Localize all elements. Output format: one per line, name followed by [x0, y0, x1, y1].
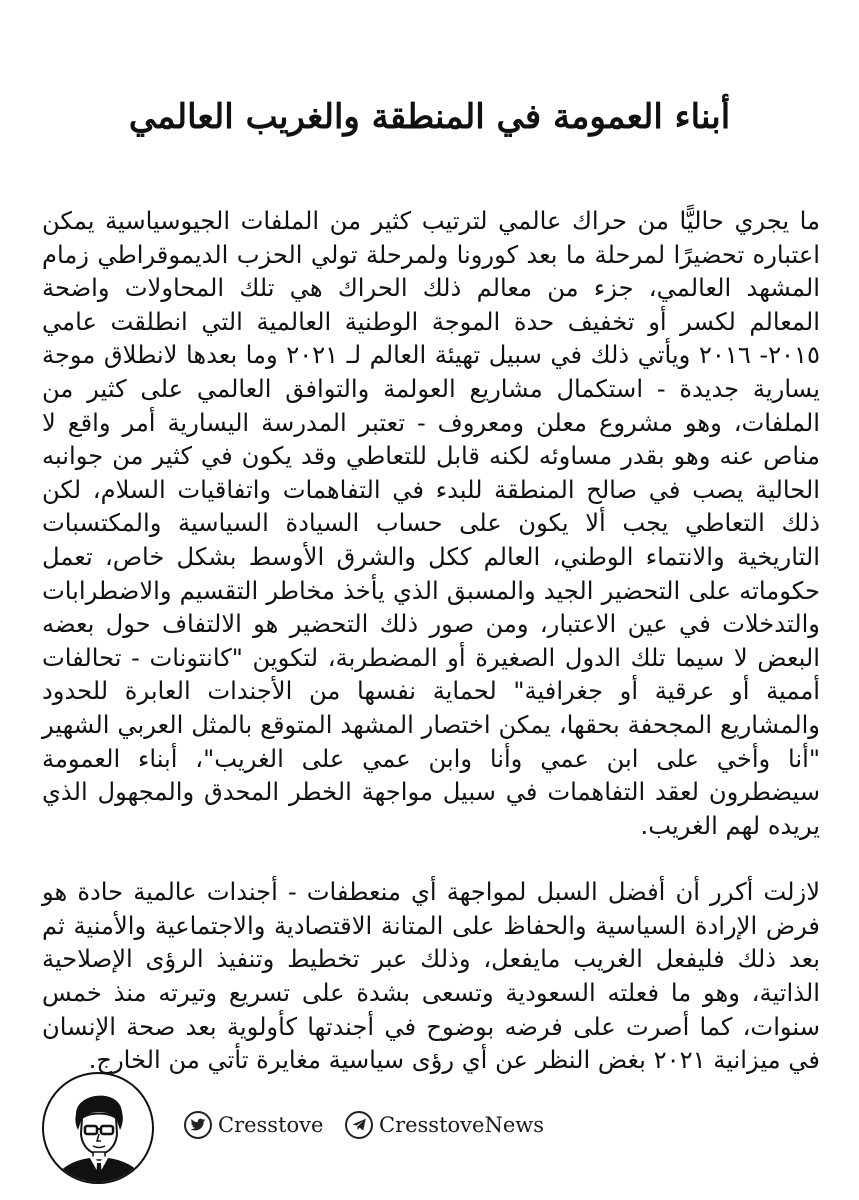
telegram-link[interactable]: [345, 1111, 544, 1139]
telegram-plane-icon: [345, 1111, 373, 1139]
twitter-handle: Cresstove: [218, 1113, 324, 1137]
article-paragraph: ما يجري حاليًّا من حراك عالمي لترتيب كثير من الملفات الجيوسياسية يمكن اعتباره تحضيرًا لمرحلة ما بعد كورونا ولمرحلة تولي الحزب الديموقراطي زمام المشهد العالمي، جزء من معالم ذلك الحراك هي تلك المحاولات واضحة المعالم لكسر أو تخفيف حدة الموجة الوطنية العالمية التي انطلقت عامي ٢٠١٥- ٢٠١٦ ويأتي ذلك في سبيل تهيئة العالم لـ ٢٠٢١ وما بعدها لانطلاق موجة يسارية جديدة - استكمال مشاريع العولمة والتوافق العالمي على كثير من الملفات، وهو مشروع معلن ومعروف - تعتبر المدرسة اليسارية أمر واقع لا مناص عنه وهو بقدر مساوئه لكنه قابل للتعاطي وقد يكون في كثير من جوانبه الحالية يصب في صالح المنطقة للبدء في التفاهمات واتفاقيات السلام، لكن ذلك التعاطي يجب ألا يكون على حساب السيادة السياسية والمكتسبات التاريخية والانتماء الوطني، العالم ككل والشرق الأوسط بشكل خاص، تعمل حكوماته على التحضير الجيد والمسبق الذي يأخذ مخاطر التقسيم والاضطرابات والتدخلات في عين الاعتبار، ومن صور ذلك التحضير هو الالتفاف حول بعضه البعض لا سيما تلك الدول الصغيرة أو المضطربة، لتكوين "كانتونات - تحالفات أممية أو عرقية أو جغرافية" لحماية نفسها من الأجندات العابرة للحدود والمشاريع المجحفة بحقها، يمكن اختصار المشهد المتوقع بالمثل العربي الشهير "أنا وأخي على ابن عمي وأنا وابن عمي على الغريب"، أبناء العمومة سيضطرون لعقد التفاهمات في سبيل مواجهة الخطر المحدق والمجهول الذي يريده لهم الغريب.: [42, 207, 821, 840]
article-title: أبناء العمومة في المنطقة والغريب العالمي: [128, 97, 731, 137]
twitter-link[interactable]: [184, 1111, 323, 1139]
telegram-handle: CresstoveNews: [379, 1113, 545, 1137]
twitter-bird-icon: [184, 1111, 212, 1139]
article-body: [42, 205, 820, 1078]
author-portrait-icon: [42, 1072, 154, 1184]
footer: [42, 1072, 820, 1182]
article-paragraph: لازلت أكرر أن أفضل السبل لمواجهة أي منعطفات - أجندات عالمية حادة هو فرض الإرادة السياسية والحفاظ على المتانة الاقتصادية والاجتماعية والأمنية ثم بعد ذلك فليفعل الغريب مايفعل، وذلك عبر تخطيط وتنفيذ الرؤى الإصلاحية الذاتية، وهو ما فعلته السعودية وتسعى بشدة على تسريع وتيرته منذ خمس سنوات، كما أصرت على فرضه بوضوح في أجندتها كأولوية بعد صحة الإنسان في ميزانية ٢٠٢١ بغض النظر عن أي رؤى سياسية مغايرة تأتي من الخارج.: [42, 878, 820, 1075]
